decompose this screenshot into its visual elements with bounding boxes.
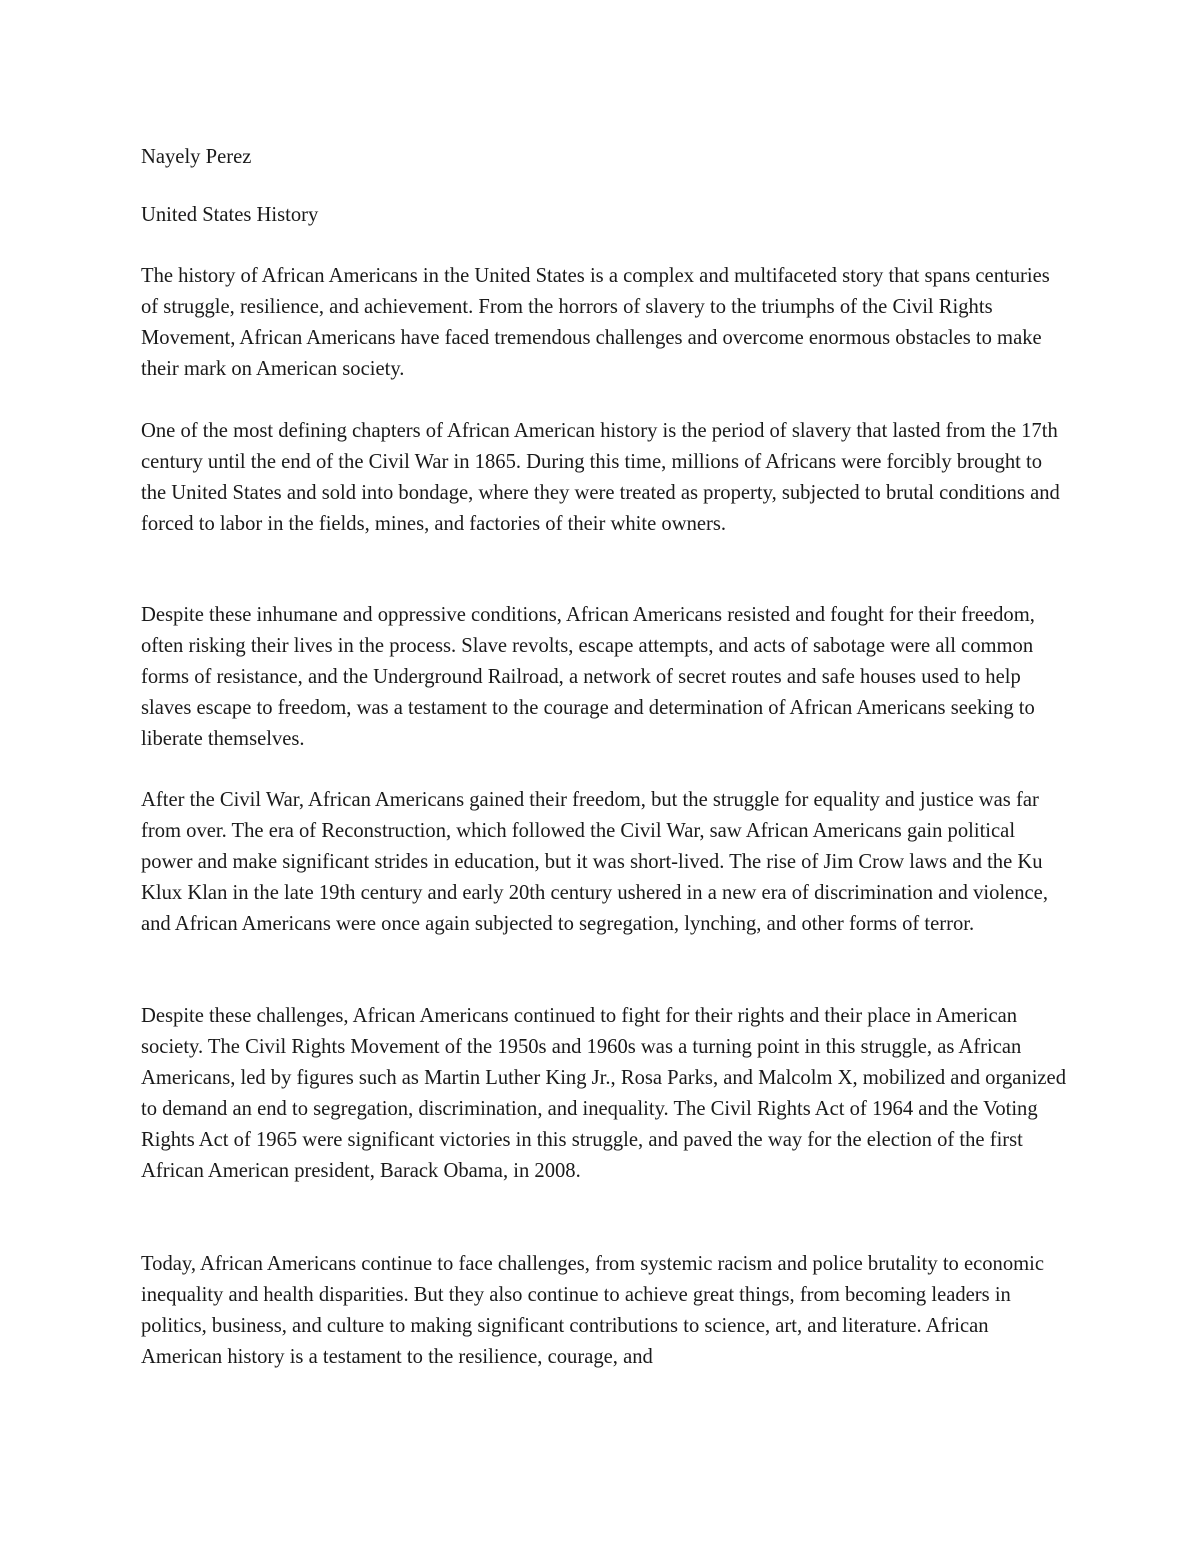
paragraph: Today, African Americans continue to face challenges, from systemic racism and police brutality to economic inequality and health disparities. But they also continue to achieve great things, from becoming leaders in politics, business, and culture to making significant contributions to science, art, and literature. African American history is a testament to the resilience, courage, and [141,1253,1045,1368]
paragraph: One of the most defining chapters of African American history is the period of slavery that lasted from the 17th century until the end of the Civil War in 1865. During this time, millions of Africans were forcibly brought to the United States and sold into bondage, where they were treated as property, subjected to brutal conditions and forced to labor in the fields, mines, and factories of their white owners. [141,420,1060,535]
author-name: Nayely Perez [141,146,252,168]
paragraph: The history of African Americans in the United States is a complex and multifaceted story that spans centuries of struggle, resilience, and achievement. From the horrors of slavery to the triumphs of the Civil Rights Movement, African Americans have faced tremendous challenges and overcome enormous obstacles to make their mark on American society. [141,265,1050,380]
course-title: United States History [141,204,319,226]
paragraph: Despite these inhumane and oppressive conditions, African Americans resisted and fought for their freedom, often risking their lives in the process. Slave revolts, escape attempts, and acts of sabotage were all common forms of resistance, and the Underground Railroad, a network of secret routes and safe houses used to help slaves escape to freedom, was a testament to the courage and determination of African Americans seeking to liberate themselves. [141,604,1035,750]
paragraph: Despite these challenges, African Americans continued to fight for their rights and their place in American society. The Civil Rights Movement of the 1950s and 1960s was a turning point in this struggle, as African Americans, led by figures such as Martin Luther King Jr., Rosa Parks, and Malcolm X, mobilized and organized to demand an end to segregation, discrimination, and inequality. The Civil Rights Act of 1964 and the Voting Rights Act of 1965 were significant victories in this struggle, and paved the way for the election of the first African American president, Barack Obama, in 2008. [141,1005,1066,1182]
paragraph: After the Civil War, African Americans gained their freedom, but the struggle for equality and justice was far from over. The era of Reconstruction, which followed the Civil War, saw African Americans gain political power and make significant strides in education, but it was short-lived. The rise of Jim Crow laws and the Ku Klux Klan in the late 19th century and early 20th century ushered in a new era of discrimination and violence, and African Americans were once again subjected to segregation, lynching, and other forms of terror. [141,789,1048,935]
